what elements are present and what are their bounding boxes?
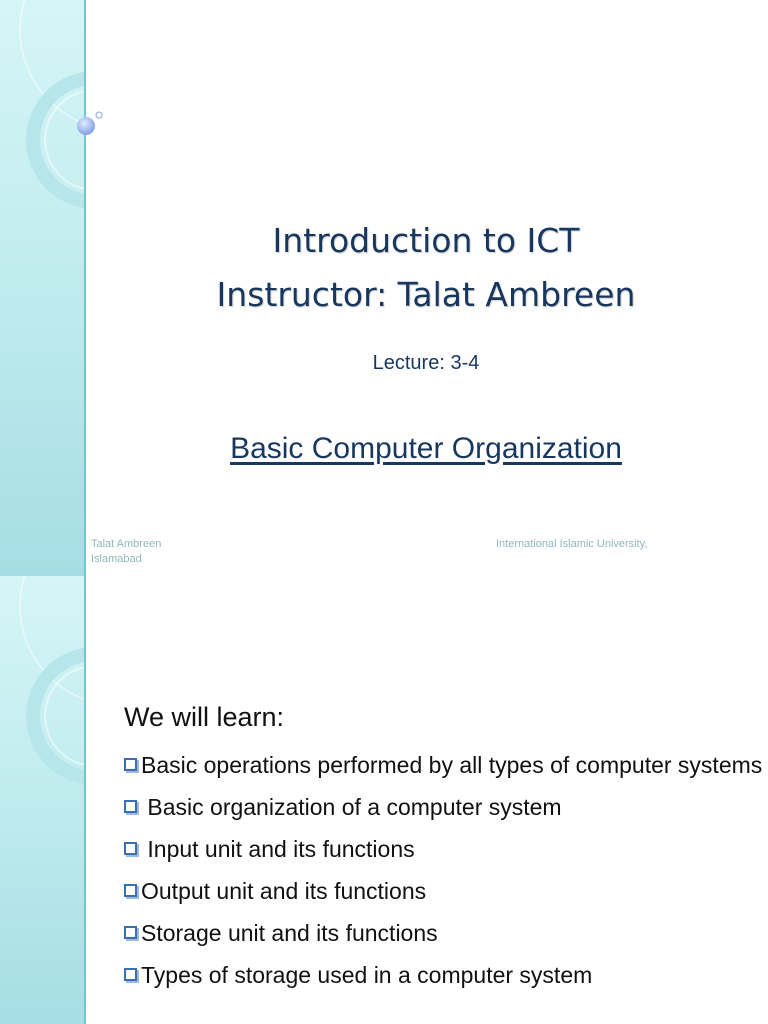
topic-heading: Basic Computer Organization bbox=[230, 432, 622, 465]
checkbox-square-icon bbox=[124, 842, 137, 855]
list-item-text: Input unit and its functions bbox=[141, 836, 415, 862]
bubble-icon bbox=[74, 106, 108, 140]
checkbox-square-icon bbox=[124, 758, 137, 771]
concentric-circles-icon bbox=[0, 576, 84, 1024]
list-item bbox=[124, 748, 764, 783]
list-item-text: Types of storage used in a computer system bbox=[141, 962, 593, 988]
side-band bbox=[0, 0, 86, 576]
checkbox-square-icon bbox=[124, 926, 137, 939]
checkbox-square-icon bbox=[124, 884, 137, 897]
list-item bbox=[124, 832, 764, 867]
list-item bbox=[124, 916, 764, 951]
learning-heading: We will learn: bbox=[124, 702, 285, 732]
list-item-text: Output unit and its functions bbox=[141, 878, 427, 904]
checkbox-square-icon bbox=[124, 968, 137, 981]
title-instructor: Instructor: Talat Ambreen bbox=[216, 275, 636, 314]
list-item-text: Basic organization of a computer system bbox=[141, 794, 562, 820]
side-band bbox=[0, 576, 86, 1024]
footer-city: Islamabad bbox=[91, 553, 142, 565]
title-course: Introduction to ICT bbox=[272, 221, 580, 260]
footer-author: Talat Ambreen bbox=[91, 538, 162, 550]
lecture-number: Lecture: 3-4 bbox=[372, 352, 480, 374]
concentric-circles-icon bbox=[0, 0, 84, 576]
list-item bbox=[124, 874, 764, 909]
list-item-text: Storage unit and its functions bbox=[141, 920, 438, 946]
list-item-text: Basic operations performed by all types of computer systems bbox=[141, 752, 763, 778]
list-item bbox=[124, 958, 764, 993]
footer-institution: International Islamic University, bbox=[496, 538, 648, 550]
slide-2 bbox=[0, 576, 768, 1024]
checkbox-square-icon bbox=[124, 800, 137, 813]
list-item bbox=[124, 790, 764, 825]
learning-list bbox=[124, 748, 764, 1000]
